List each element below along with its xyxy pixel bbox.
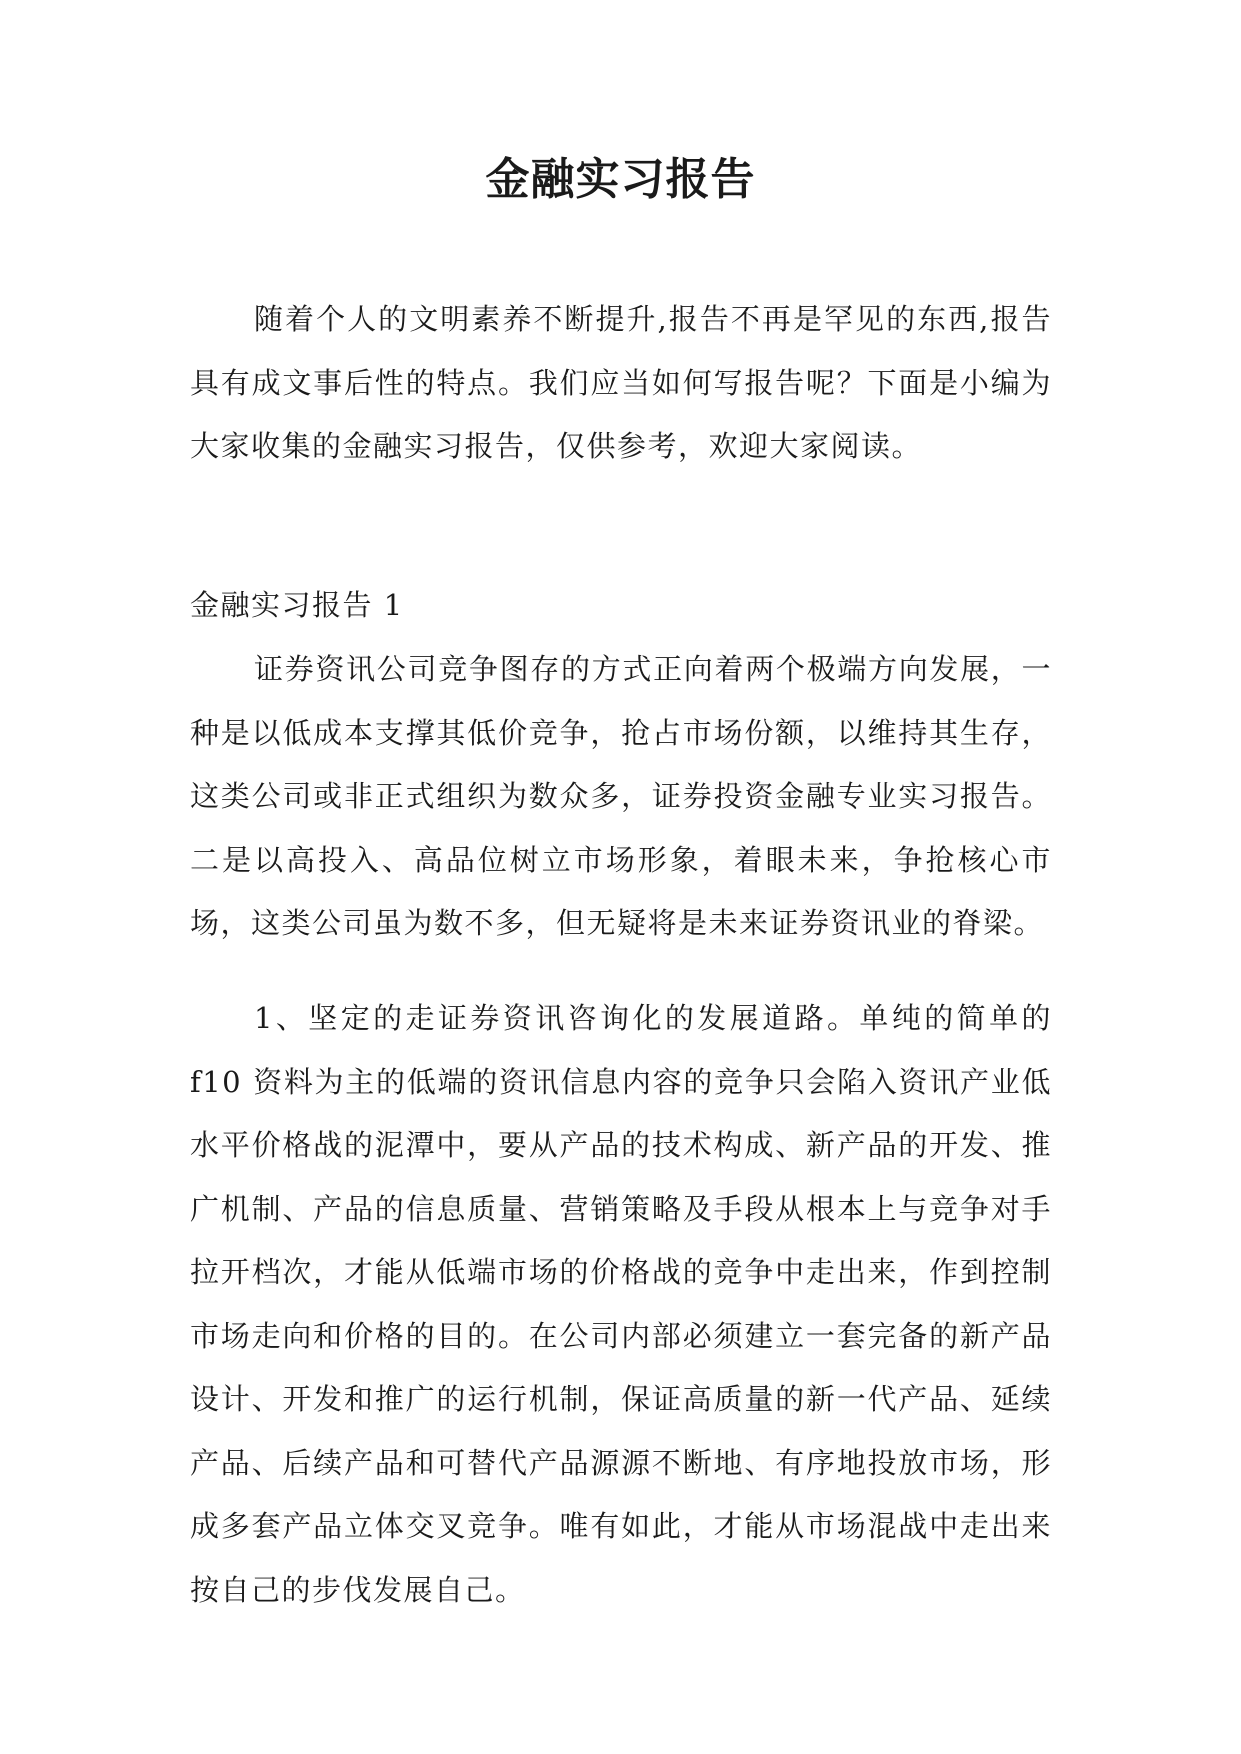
body-paragraph-2: 1、坚定的走证券资讯咨询化的发展道路。单纯的简单的 f10 资料为主的低端的资讯信息内容的竞争只会陷入资讯产业低水平价格战的泥潭中，要从产品的技术构成、新产品的开发、推广机制、产品的信息质量、营销策略及手段从根本上与竞争对手拉开档次，才能从低端市场的价格战的竞争中走出来，作到控制市场走向和价格的目的。在公司内部必须建立一套完备的新产品设计、开发和推广的运行机制，保证高质量的新一代产品、延续产品、后续产品和可替代产品源源不断地、有序地投放市场，形成多套产品立体交叉竞争。唯有如此，才能从市场混战中走出来按自己的步伐发展自己。	[190, 1001, 1052, 1607]
section-heading: 金融实习报告 1	[190, 588, 404, 622]
body-paragraph-1: 证券资讯公司竞争图存的方式正向着两个极端方向发展，一种是以低成本支撑其低价竞争，抢占市场份额，以维持其生存，这类公司或非正式组织为数众多，证券投资金融专业实习报告。二是以高投入、高品位树立市场形象，着眼未来，争抢核心市场，这类公司虽为数不多，但无疑将是未来证券资讯业的脊梁。	[190, 652, 1052, 940]
page-title: 金融实习报告	[485, 154, 756, 205]
intro-paragraph: 随着个人的文明素养不断提升,报告不再是罕见的东西,报告具有成文事后性的特点。我们应当如何写报告呢？下面是小编为大家收集的金融实习报告，仅供参考，欢迎大家阅读。	[190, 302, 1052, 463]
